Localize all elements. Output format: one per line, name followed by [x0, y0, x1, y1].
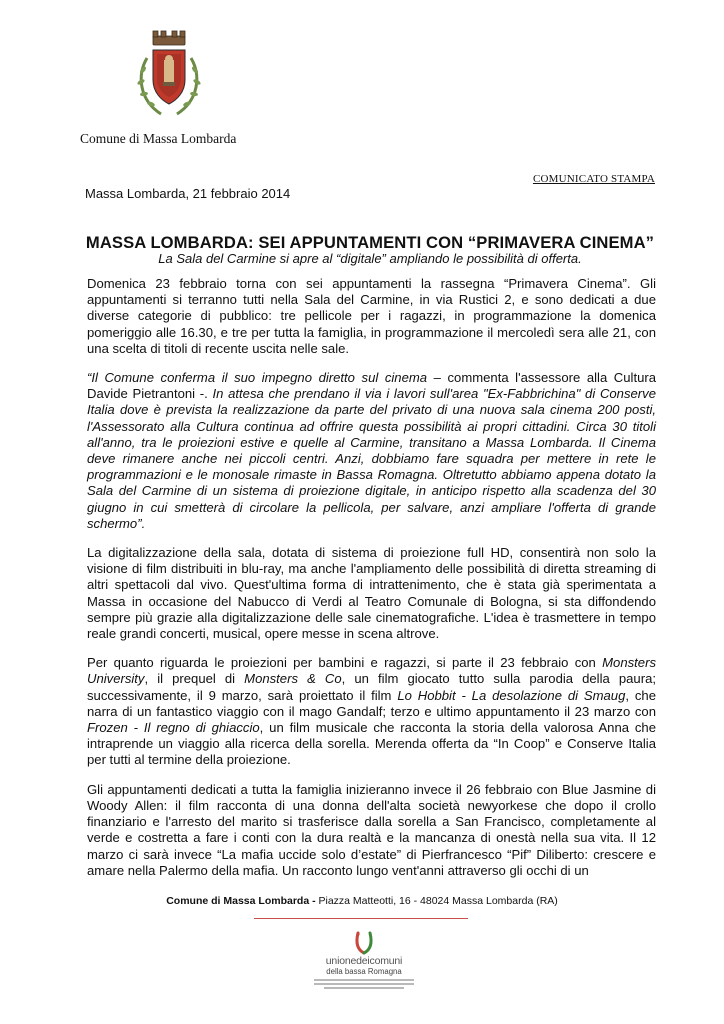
- quote-part-2: In attesa che prendano il via i lavori sull'area "Ex-Fabbrichina" di Conserve Italia dove è prevista la realizzazione da parte del privato di una nuova sala cinema 200 posti, l'Assessorato alla Cultura continua ad offrire questa possibilità ai propri cittadini. Circa 30 titoli all'anno, tra le proiezioni estive e quelle al Carmine, transitano a Massa Lombarda. Il Cinema deve rimanere anche nei piccoli centri. Anzi, dobbiamo fare squadra per mettere in rete le programmazioni e le monosale rimaste in Bassa Romagna. Oltretutto abbiamo appena dotato la Sala del Carmine di un sistema di proiezione digitale, in anticipo rispetto alla scadenza del 30 giugno in cui smetterà di circolare la pellicola, per salvare, anzi ampliare l'offerta di grande schermo”.: [87, 386, 656, 531]
- union-subtitle: della bassa Romagna: [326, 967, 402, 976]
- film-title: Lo Hobbit - La desolazione di Smaug: [397, 687, 626, 703]
- footer-address: [0, 895, 724, 907]
- union-mark-icon: [350, 931, 378, 957]
- union-logo: [310, 931, 418, 993]
- paragraph-quote: [87, 370, 656, 532]
- film-title: Frozen - Il regno di ghiaccio: [87, 720, 260, 736]
- quote-part-1: “Il Comune conferma il suo impegno diretto sul cinema: [87, 370, 428, 386]
- headline: MASSA LOMBARDA: SEI APPUNTAMENTI CON “PRIMAVERA CINEMA”: [85, 233, 655, 252]
- footer-org-name: Comune di Massa Lombarda -: [166, 895, 316, 907]
- quote-attribution: – commenta l'assessore alla Cultura Davide Pietrantoni -.: [87, 370, 657, 402]
- film-title: Monsters University: [87, 655, 656, 687]
- paragraph-digitalization: La digitalizzazione della sala, dotata di sistema di proiezione full HD, consentirà non solo la visione di film distribuiti in blu-ray, ma anche l'ampliamento delle possibilità di diretta streaming di altri spettacoli dal vivo. Quest'ultima forma di intrattenimento, che è stata già sperimentata a Massa in occasione del Nabucco di Verdi al Teatro Comunale di Bologna, si sta diffondendo sempre più grazie alla digitalizzazione delle sale cinematografiche. L'idea è trasmettere in tempo reale grandi concerti, musical, opere messe in scena altrove.: [87, 545, 656, 642]
- union-members-line: [324, 987, 404, 989]
- coat-of-arms-logo: [133, 30, 205, 118]
- municipality-name: Comune di Massa Lombarda: [80, 131, 237, 146]
- union-name: unionedeicomuni: [325, 955, 403, 967]
- union-members-line: [314, 979, 414, 981]
- footer-street-address: Piazza Matteotti, 16 - 48024 Massa Lombarda (RA): [315, 895, 558, 907]
- paragraph-family-program: Gli appuntamenti dedicati a tutta la famiglia inizieranno invece il 26 febbraio con Blue Jasmine di Woody Allen: il film racconta di una donna dell'alta società newyorkese che dopo il crollo finanziario e l'arresto del marito si trasferisce dalla sorella a San Francisco, completamente al verde e costretta a fare i conti con la dura realtà e la mancanza di onestà nella sua vita. Il 12 marzo ci sarà invece “La mafia uccide solo d’estate” di Pierfrancesco “Pif” Diliberto: crescere e amare nella Palermo della mafia. Un racconto lungo vent'anni attraverso gli occhi di un: [87, 781, 656, 878]
- press-release-label: COMUNICATO STAMPA: [532, 173, 655, 185]
- paragraph-intro: Domenica 23 febbraio torna con sei appuntamenti la rassegna “Primavera Cinema”. Gli appuntamenti si terranno tutti nella Sala del Carmine, in via Rustici 2, e sono dedicati a due diverse categorie di pubblico: tre pellicole per i ragazzi, in programmazione la domenica pomeriggio alle 16.30, e tre per tutta la famiglia, in programmazione il mercoledì sera alle 21, con una scelta di titoli di recente uscita nelle sale.: [87, 276, 656, 356]
- dateline: Massa Lombarda, 21 febbraio 2014: [85, 186, 291, 201]
- paragraph-kids-program: Per quanto riguarda le proiezioni per bambini e ragazzi, si parte il 23 febbraio con Monsters University, il prequel di Monsters & Co, un film giocato tutto sulla parodia della paura; successivamente, il 9 marzo, sarà proiettato il film Lo Hobbit - La desolazione di Smaug, che narra di un fantastico viaggio con il mago Gandalf; terzo e ultimo appuntamento il 23 marzo con Frozen - Il regno di ghiaccio, un film musicale che racconta la storia della valorosa Anna che intraprende un viaggio alla ricerca della sorella. Merenda offerta da “In Coop” e Conserve Italia per tutti al termine della proiezione.: [87, 655, 656, 768]
- film-title: Monsters & Co: [244, 671, 342, 687]
- article-body: [87, 276, 656, 892]
- subheadline: La Sala del Carmine si apre al “digitale” ampliando le possibilità di offerta.: [158, 251, 582, 266]
- union-members-line: [314, 983, 414, 985]
- footer-divider: [254, 918, 468, 919]
